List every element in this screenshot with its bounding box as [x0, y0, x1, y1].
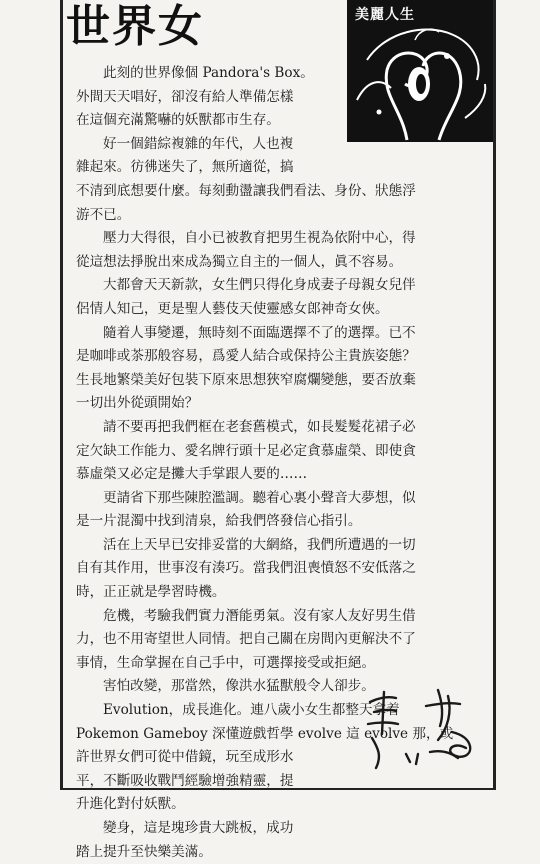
text-line: 定欠缺工作能力、愛名牌行頭十足必定貪慕虛榮、即使貪 — [76, 442, 416, 459]
text-line: 升進化對付妖獸。 — [76, 796, 185, 813]
text-line: 害怕改變，那當然，像洪水猛獸般令人卻步。 — [103, 678, 375, 695]
text-line: 自有其作用，世事沒有湊巧。當我們沮喪憤怒不安低落之 — [76, 560, 416, 577]
text-line: 好一個錯綜複雜的年代，人也複 — [103, 135, 294, 152]
text-line: 隨着人事變遷，無時刻不面臨選擇不了的選擇。已不 — [103, 324, 416, 341]
text-line: 變身，這是塊珍貴大跳板，成功 — [103, 820, 294, 836]
text-line: 大都會天天新款，女生們只得化身成妻子母親女兒伴 — [103, 277, 416, 294]
text-line: 是咖啡或茶那般容易，爲愛人結合或保持公主貴族姿態？ — [76, 348, 416, 365]
text-line: 在這個充滿驚嚇的妖獸都市生存。 — [76, 112, 280, 129]
text-line: 請不要再把我們框在老套舊模式，如長髮髮花裙子必 — [103, 418, 416, 435]
text-line: 是一片混濁中找到清泉，給我們啓發信心指引。 — [76, 513, 362, 530]
column-label: 美麗人生 — [355, 7, 415, 23]
text-line: 此刻的世界像個 Pandora's Box。 — [103, 65, 314, 81]
text-line: Evolution，成長進化。連八歲小女生都整天拿着 — [103, 702, 400, 719]
text-line: 事情，生命掌握在自己手中，可選擇接受或拒絕。 — [76, 654, 376, 671]
text-line: 力，也不用寄望世人同情。把自己關在房間內更解決不了 — [76, 631, 416, 648]
article-title: 世界女 — [66, 1, 204, 52]
text-line: Pokemon Gameboy 深懂遊戲哲學 evolve 這 evolve 那，或 — [76, 725, 454, 742]
text-line: 游不已。 — [76, 206, 131, 223]
text-line: 踏上提升至快樂美滿。 — [76, 843, 212, 860]
text-line: 雜起來。彷彿迷失了，無所適從，搞 — [76, 159, 294, 176]
text-line: 生長地繁榮美好包裝下原來思想狹窄腐爛變態，要否放棄 — [76, 371, 416, 388]
text-line: 從這想法掙脫出來成為獨立自主的一個人，眞不容易。 — [76, 253, 403, 270]
text-line: 侶情人知己，更是聖人藝伎天使靈感女郎神奇女俠。 — [76, 300, 389, 317]
text-line: 活在上天早已安排妥當的大網絡，我們所遭遇的一切 — [103, 536, 416, 553]
text-line: 不清到底想要什麼。每刻動盪讓我們看法、身份、狀態浮 — [76, 182, 416, 199]
text-line: 危機，考驗我們實力潛能勇氣。沒有家人友好男生借 — [103, 607, 416, 624]
text-line: 慕虛榮又必定是攤大手掌跟人要的…… — [76, 466, 308, 483]
text-line: 一切出外從頭開始？ — [76, 395, 199, 412]
text-line: 許世界女們可從中借鏡，玩至成形水 — [76, 749, 294, 766]
text-line: 時，正正就是學習時機。 — [76, 584, 226, 601]
text-line: 平，不斷吸收戰鬥經驗增強精靈，提 — [76, 772, 294, 789]
text-line: 壓力大得很，自小已被教育把男生視為依附中心，得 — [103, 230, 416, 247]
text-line: 外間天天唱好，卻沒有給人準備怎樣 — [76, 88, 294, 105]
text-line: 更請省下那些陳腔濫調。聽着心裏小聲音大夢想，似 — [103, 489, 416, 506]
author-signature — [352, 682, 492, 778]
